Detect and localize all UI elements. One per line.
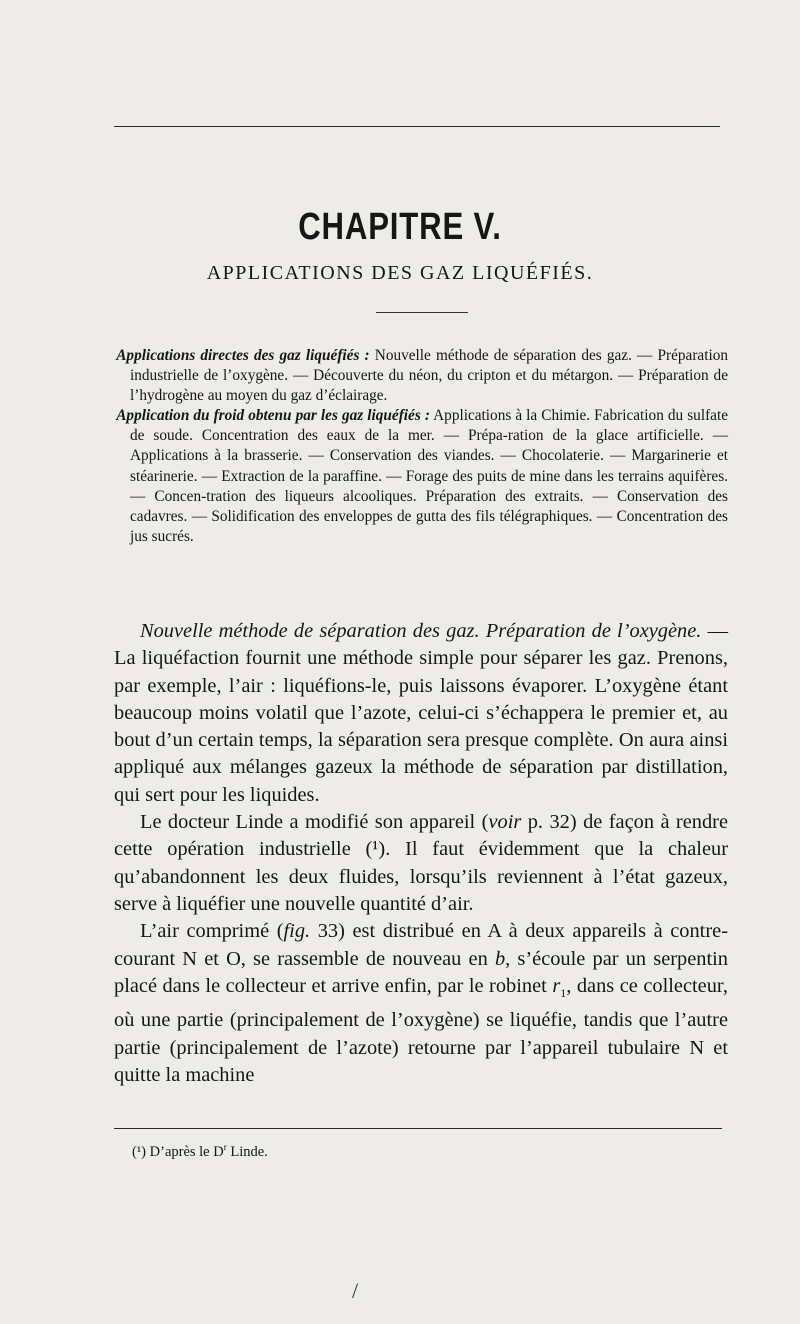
paragraph-text: Le docteur Linde a modifié son appareil ( — [140, 811, 489, 834]
summary-item — [114, 346, 728, 406]
footnote-mark: (¹) — [132, 1143, 147, 1160]
chapter-title: CHAPITRE V. — [298, 206, 502, 248]
subscript: 1 — [560, 985, 567, 1000]
top-rule — [114, 126, 720, 127]
summary-item — [114, 406, 728, 547]
paragraph — [114, 918, 728, 1089]
paragraph-text: , s’écoule par un serpentin placé dans le collecteur et arrive enfin, par le robinet — [114, 947, 729, 997]
summary-text: Applications à la Chimie. Fabrication du sulfate de soude. Concentration des eaux de la mer. — Prépa-ration de la glace artificielle. — Applications à la brasserie. — Conservation des viandes. — Chocolaterie. — Margarinerie et stéarinerie. — Extraction de la paraffine. — Forage des puits de mine dans les terrains aquifères. — Concen-tration des liqueurs alcooliques. Préparation des extraits. — Conservation des cadavres. — Solidification des enveloppes de gutta des fils télégraphiques. — Concentration des jus sucrés. — [130, 407, 729, 545]
paragraph-text: — La liquéfaction fournit une méthode simple pour séparer les gaz. Prenons, par exemple, l’air : liquéfions-le, puis laissons évaporer. L’oxygène étant beaucoup moins volatil que l’azote, celui-ci s’échappera le premier et, au bout d’un certain temps, la séparation sera presque complète. On aura ainsi appliqué aux mélanges gazeux la méthode de séparation par distillation, qui sert pour les liquides. — [114, 620, 728, 806]
paragraph — [114, 618, 728, 809]
summary-text: Nouvelle méthode de séparation des gaz. — Préparation industrielle de l’oxygène. — Découverte du néon, du cripton et du métargon. — Préparation de l’hydrogène au moyen du gaz d’éclairage. — [130, 347, 728, 405]
body-text — [114, 618, 728, 1089]
italic-word: r — [552, 974, 561, 997]
italic-word: voir — [488, 811, 522, 834]
title-divider — [376, 312, 468, 313]
paragraph-text: 33) est distribué en A à deux appareils à contre-courant N et O, se rassemble de nouveau en — [114, 920, 728, 970]
paragraph-text: , dans ce collecteur, où une partie (principalement de l’oxygène) se liquéfie, tandis que l’autre partie (principalement de l’azote) retourne par l’appareil tubulaire N et quitte la machine — [114, 974, 729, 1086]
superscript: r — [223, 1142, 227, 1152]
chapter-subtitle: APPLICATIONS DES GAZ LIQUÉFIÉS. — [206, 262, 594, 284]
footnote-rule — [114, 1128, 722, 1129]
footnote-text: D’après le D — [146, 1143, 224, 1160]
stray-mark: / — [352, 1278, 359, 1303]
section-heading: Nouvelle méthode de séparation des gaz. Préparation de l’oxygène. — [140, 620, 702, 642]
italic-word: fig. — [283, 920, 311, 943]
paragraph — [114, 809, 728, 918]
footnote — [132, 1142, 268, 1161]
footnote-text: Linde. — [226, 1143, 268, 1160]
paragraph-text: L’air comprimé ( — [140, 920, 284, 943]
paragraph-text: p. 32) de façon à rendre cette opération industrielle (¹). Il faut évidemment que la chaleur qu’abandonnent les deux fluides, lorsqu’ils reviennent à l’état gazeux, serve à liquéfier une nouvelle quantité d’air. — [114, 811, 728, 915]
chapter-summary — [114, 346, 728, 547]
summary-lead: Applications directes des gaz liquéfiés : — [116, 347, 370, 364]
italic-word: b — [494, 947, 506, 970]
summary-lead: Application du froid obtenu par les gaz liquéfiés : — [116, 407, 430, 425]
